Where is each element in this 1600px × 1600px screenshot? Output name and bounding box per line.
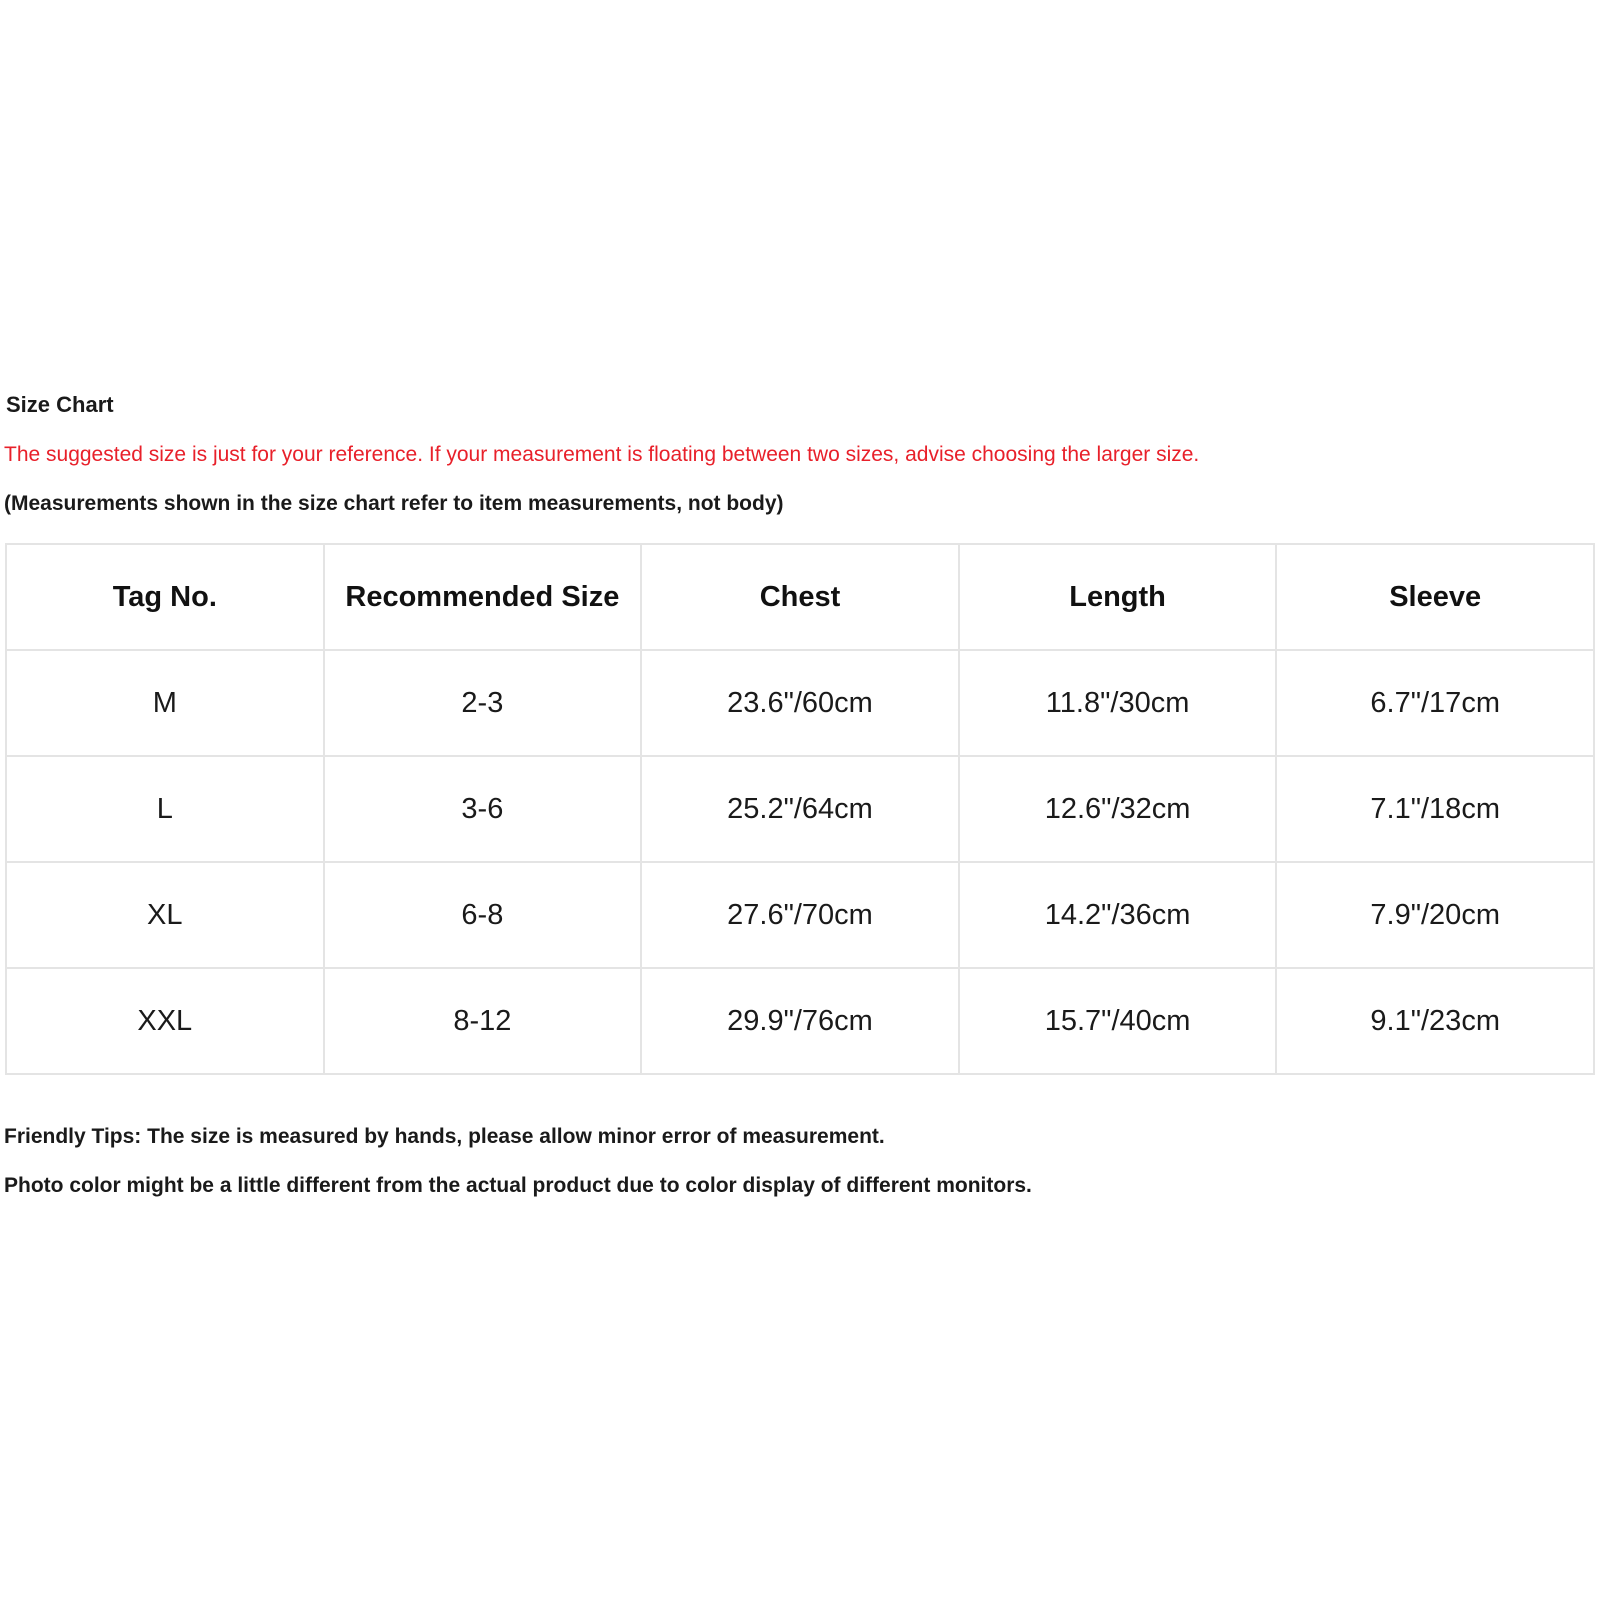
cell-length: 11.8"/30cm bbox=[959, 650, 1277, 756]
cell-tag-no: XL bbox=[6, 862, 324, 968]
table-row bbox=[6, 756, 1594, 862]
header-length: Length bbox=[959, 544, 1277, 650]
cell-tag-no: L bbox=[6, 756, 324, 862]
cell-tag-no: XXL bbox=[6, 968, 324, 1074]
cell-sleeve: 6.7"/17cm bbox=[1276, 650, 1594, 756]
cell-sleeve: 9.1"/23cm bbox=[1276, 968, 1594, 1074]
size-table bbox=[5, 543, 1595, 1075]
cell-recommended-size: 3-6 bbox=[324, 756, 642, 862]
size-chart-title: Size Chart bbox=[6, 392, 114, 417]
size-reference-note: The suggested size is just for your reference. If your measurement is floating between two sizes, advise choosing the larger size. bbox=[4, 443, 1200, 466]
cell-sleeve: 7.9"/20cm bbox=[1276, 862, 1594, 968]
header-sleeve: Sleeve bbox=[1276, 544, 1594, 650]
cell-chest: 27.6"/70cm bbox=[641, 862, 959, 968]
cell-tag-no: M bbox=[6, 650, 324, 756]
table-row bbox=[6, 968, 1594, 1074]
cell-length: 15.7"/40cm bbox=[959, 968, 1277, 1074]
cell-length: 14.2"/36cm bbox=[959, 862, 1277, 968]
table-row bbox=[6, 650, 1594, 756]
cell-chest: 23.6"/60cm bbox=[641, 650, 959, 756]
table-header-row bbox=[6, 544, 1594, 650]
cell-sleeve: 7.1"/18cm bbox=[1276, 756, 1594, 862]
friendly-tip: Friendly Tips: The size is measured by hands, please allow minor error of measurement. bbox=[4, 1125, 885, 1148]
header-recommended-size: Recommended Size bbox=[324, 544, 642, 650]
table-row bbox=[6, 862, 1594, 968]
header-tag-no: Tag No. bbox=[6, 544, 324, 650]
cell-chest: 29.9"/76cm bbox=[641, 968, 959, 1074]
cell-recommended-size: 2-3 bbox=[324, 650, 642, 756]
color-disclaimer: Photo color might be a little different from the actual product due to color display of different monitors. bbox=[4, 1174, 1032, 1197]
cell-recommended-size: 6-8 bbox=[324, 862, 642, 968]
measurement-note: (Measurements shown in the size chart refer to item measurements, not body) bbox=[4, 492, 784, 515]
cell-recommended-size: 8-12 bbox=[324, 968, 642, 1074]
header-chest: Chest bbox=[641, 544, 959, 650]
cell-chest: 25.2"/64cm bbox=[641, 756, 959, 862]
cell-length: 12.6"/32cm bbox=[959, 756, 1277, 862]
